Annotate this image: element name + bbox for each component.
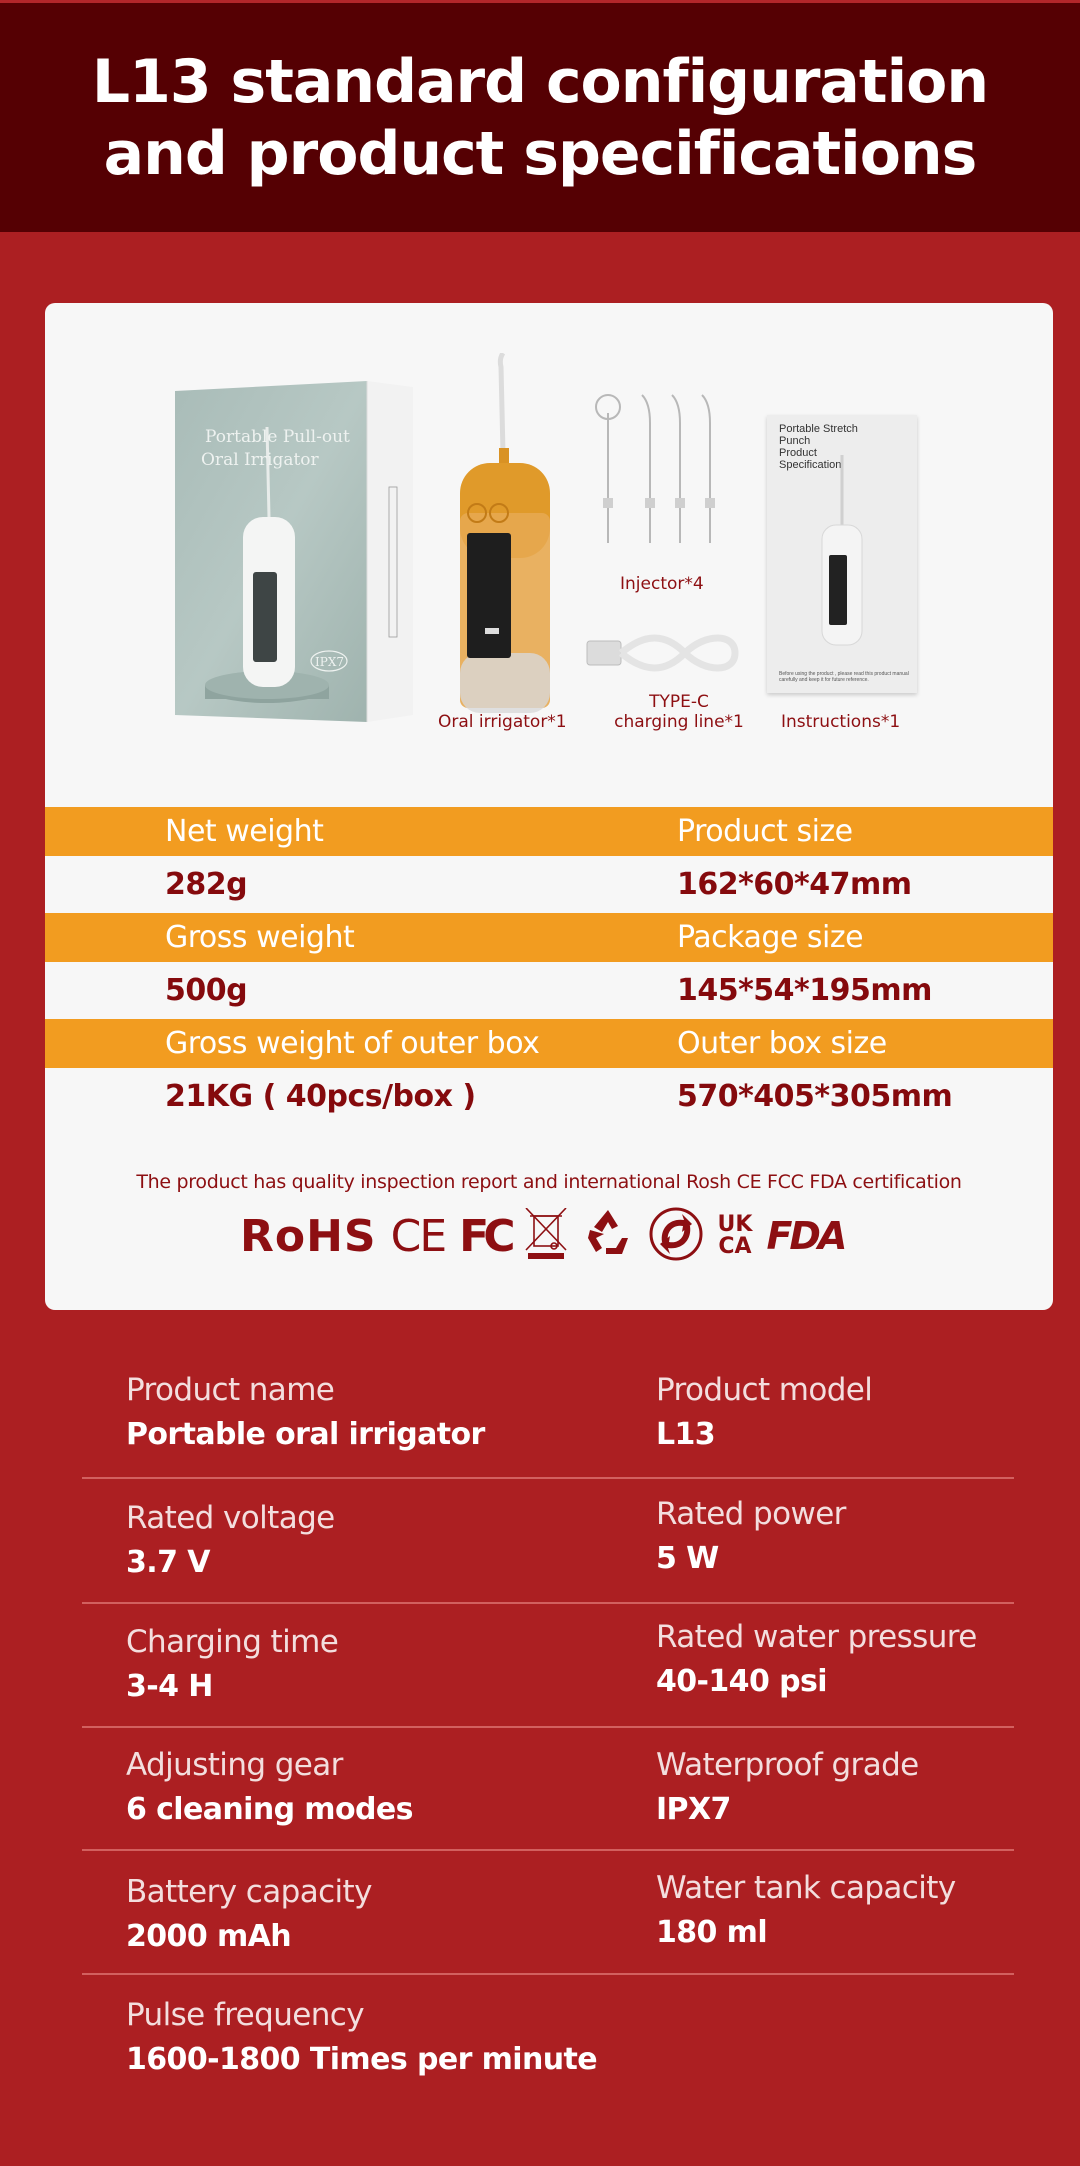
- spec-waterproof-grade: Waterproof grade IPX7: [656, 1747, 919, 1827]
- injector-caption: Injector*4: [620, 574, 704, 594]
- spec-adjusting-gear: Adjusting gear 6 cleaning modes: [126, 1747, 413, 1827]
- ukca-logo-icon: UK CA: [717, 1212, 753, 1259]
- spec-rated-voltage: Rated voltage 3.7 V: [126, 1500, 335, 1580]
- gross-weight-label: Gross weight: [165, 920, 355, 955]
- table-value-row: [45, 856, 1053, 913]
- oral-irrigator-image: [455, 353, 555, 723]
- spec-product-name: Product name Portable oral irrigator: [126, 1372, 485, 1452]
- page-title-line-1: L13 standard configuration: [91, 46, 989, 117]
- outer-box-weight-label: Gross weight of outer box: [165, 1026, 540, 1061]
- package-size-label: Package size: [677, 920, 864, 955]
- gross-weight-value: 500g: [165, 973, 248, 1008]
- fcc-logo-icon: FC: [459, 1210, 510, 1262]
- rohs-logo-icon: RoHS: [240, 1210, 377, 1262]
- product-size-label: Product size: [677, 814, 853, 849]
- svg-text:Portable Pull-out: Portable Pull-out: [205, 427, 350, 447]
- certification-statement: The product has quality inspection report and international Rosh CE FCC FDA certification: [136, 1171, 962, 1193]
- page-header: [0, 3, 1080, 232]
- ce-logo-icon: CE: [390, 1210, 446, 1262]
- package-spec-table: [45, 807, 1053, 1125]
- spec-product-model: Product model L13: [656, 1372, 873, 1452]
- spec-water-tank-capacity: Water tank capacity 180 ml: [656, 1870, 956, 1950]
- table-value-row: [45, 962, 1053, 1019]
- cable-caption: TYPE-C charging line*1: [614, 692, 744, 732]
- green-dot-icon: [648, 1206, 704, 1266]
- net-weight-label: Net weight: [165, 814, 324, 849]
- spec-rated-power: Rated power 5 W: [656, 1496, 846, 1576]
- divider: [82, 1602, 1014, 1604]
- outer-box-size-label: Outer box size: [677, 1026, 887, 1061]
- manual-footer: Before using the product , please read this product manual carefully and keep it for future reference.: [779, 671, 909, 683]
- instructions-caption: Instructions*1: [781, 712, 901, 732]
- table-header-row: [45, 1019, 1053, 1068]
- certification-logos: [240, 1208, 844, 1264]
- table-value-row: [45, 1068, 1053, 1125]
- svg-text:Oral Irrigator: Oral Irrigator: [201, 450, 319, 470]
- divider: [82, 1973, 1014, 1975]
- divider: [82, 1849, 1014, 1851]
- outer-box-weight-value: 21KG ( 40pcs/box ): [165, 1079, 476, 1114]
- spec-pulse-frequency: Pulse frequency 1600-1800 Times per minute: [126, 1997, 597, 2077]
- type-c-cable-image: [585, 623, 745, 683]
- table-header-row: [45, 913, 1053, 962]
- package-size-value: 145*54*195mm: [677, 973, 932, 1008]
- injector-nozzles-image: [590, 393, 740, 553]
- outer-box-size-value: 570*405*305mm: [677, 1079, 953, 1114]
- manual-title: Portable Stretch Punch Product Specification: [779, 423, 858, 471]
- recycle-icon: [582, 1208, 634, 1264]
- package-box-image: [165, 367, 421, 727]
- net-weight-value: 282g: [165, 867, 248, 902]
- oral-irrigator-caption: Oral irrigator*1: [438, 712, 567, 732]
- divider: [82, 1477, 1014, 1479]
- weee-bin-icon: [524, 1208, 568, 1264]
- spec-battery-capacity: Battery capacity 2000 mAh: [126, 1874, 372, 1954]
- divider: [82, 1726, 1014, 1728]
- fda-logo-icon: FDA: [766, 1214, 845, 1258]
- product-size-value: 162*60*47mm: [677, 867, 912, 902]
- page-title-line-2: and product specifications: [103, 118, 977, 189]
- spec-rated-water-pressure: Rated water pressure 40-140 psi: [656, 1619, 977, 1699]
- spec-charging-time: Charging time 3-4 H: [126, 1624, 339, 1704]
- configuration-card: [45, 303, 1053, 1310]
- table-header-row: [45, 807, 1053, 856]
- instruction-manual-image: [767, 415, 917, 693]
- svg-text:IPX7: IPX7: [315, 655, 344, 669]
